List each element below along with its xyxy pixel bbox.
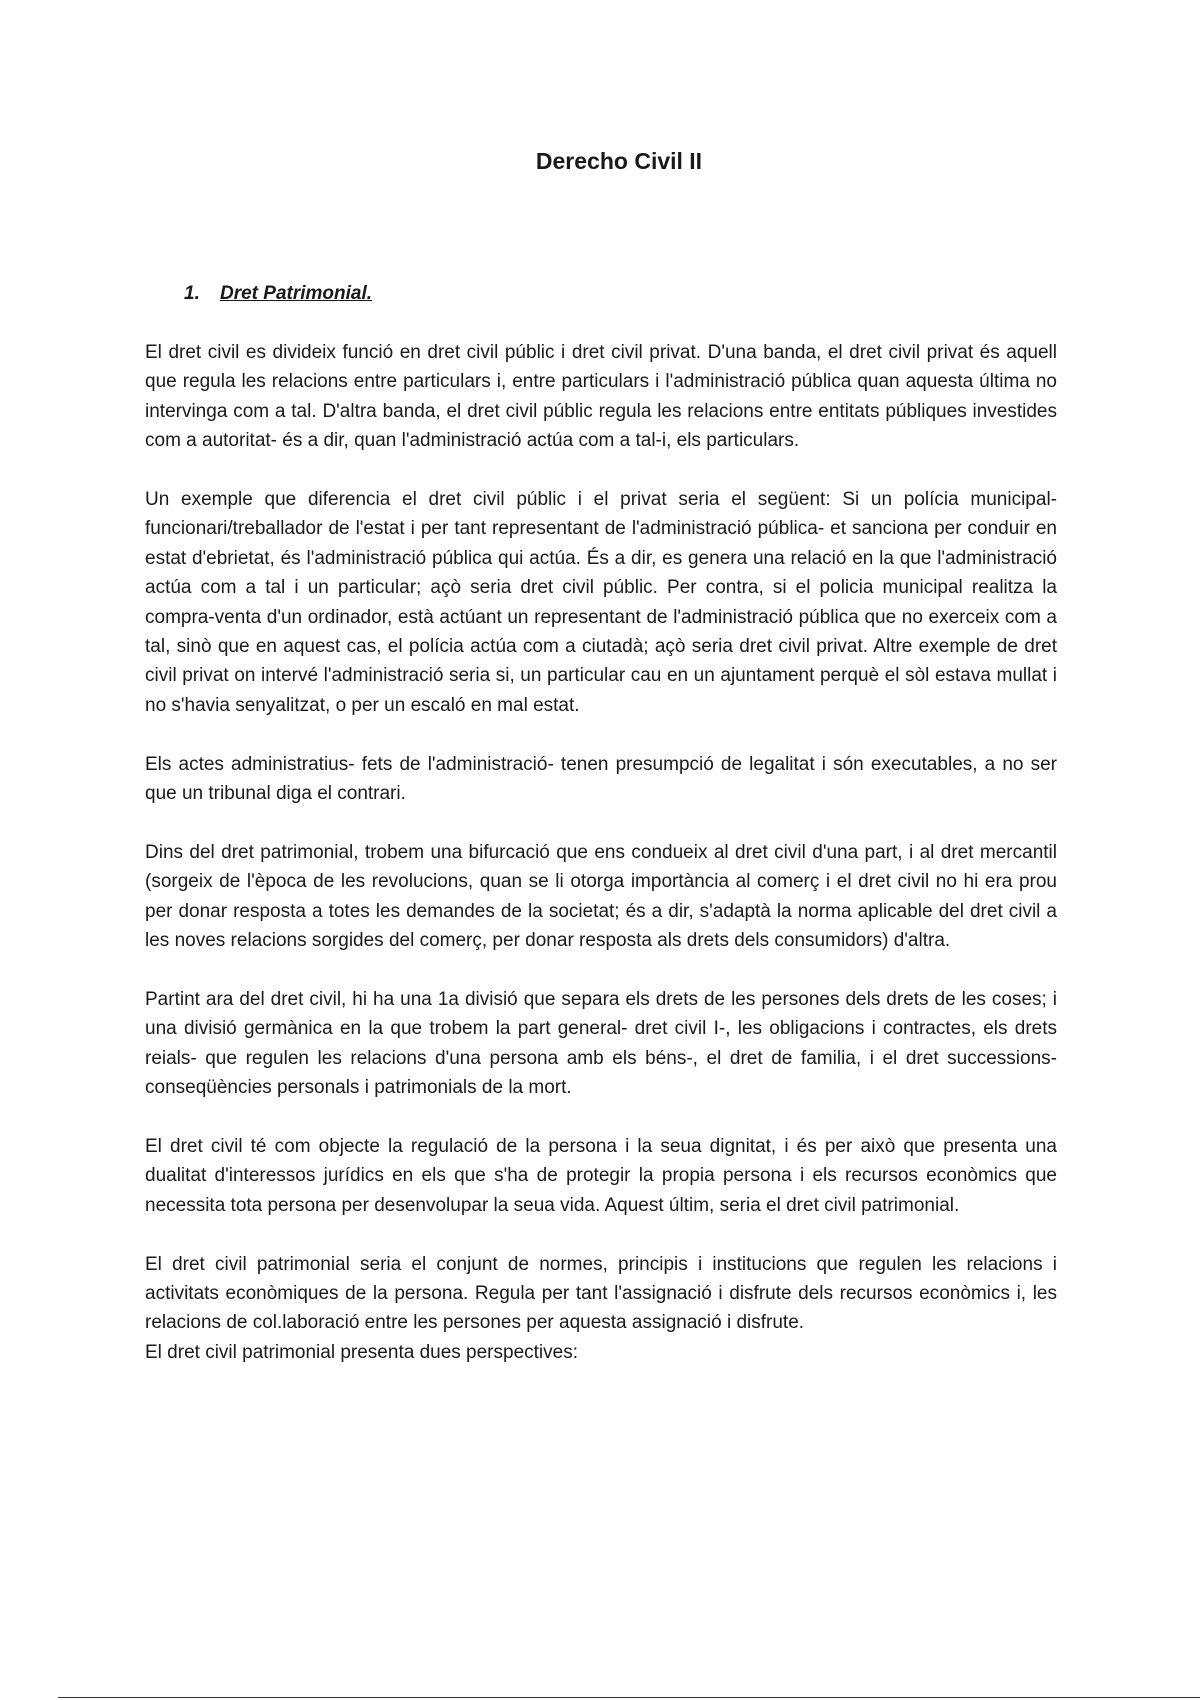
section-title: Dret Patrimonial. <box>220 283 373 304</box>
document-body <box>145 338 1057 1367</box>
paragraph: El dret civil es divideix funció en dret civil públic i dret civil privat. D'una banda, el dret civil privat és aquell que regula les relacions entre particulars i, entre particulars i l'administració pública quan aquesta última no intervinga com a tal. D'altra banda, el dret civil públic regula les relacions entre entitats públiques investides com a autoritat- és a dir, quan l'administració actúa com a tal-i, els particulars. <box>145 342 1057 452</box>
paragraph: El dret civil patrimonial presenta dues perspectives: <box>145 1341 578 1363</box>
paragraph: Dins del dret patrimonial, trobem una bifurcació que ens condueix al dret civil d'una part, i al dret mercantil (sorgeix de l'època de les revolucions, quan se li otorga importància al comerç i el dret civil no hi era prou per donar resposta a totes les demandes de la societat; és a dir, s'adaptà la norma aplicable del dret civil a les noves relacions sorgides del comerç, per donar resposta als drets dels consumidors) d'altra. <box>145 841 1057 952</box>
paragraph: Partint ara del dret civil, hi ha una 1a divisió que separa els drets de les persones dels drets de les coses; i una divisió germànica en la que trobem la part general- dret civil I-, les obligacions i contractes, els drets reials- que regulen les relacions d'una persona amb els béns-, el dret de familia, i el dret successions- conseqüències personals i patrimonials de la mort. <box>145 988 1057 1099</box>
paragraph: El dret civil patrimonial seria el conjunt de normes, principis i institucions que regulen les relacions i activitats econòmiques de la persona. Regula per tant l'assignació i disfrute dels recursos econòmics i, les relacions de col.laboració entre les persones per aquesta assignació i disfrute. <box>145 1253 1057 1334</box>
document-title: Derecho Civil II <box>535 148 703 174</box>
paragraph: Els actes administratius- fets de l'administració- tenen presumpció de legalitat i són executables, a no ser que un tribunal diga el contrari. <box>145 753 1057 805</box>
section-number: 1. <box>184 283 200 304</box>
paragraph: El dret civil té com objecte la regulació de la persona i la seua dignitat, i és per això que presenta una dualitat d'interessos jurídics en els que s'ha de protegir la propia persona i els recursos econòmics que necessita tota persona per desenvolupar la seua vida. Aquest últim, seria el dret civil patrimonial. <box>145 1135 1057 1216</box>
section-heading <box>184 282 372 306</box>
page-bottom-rule <box>58 1697 1200 1698</box>
paragraph: Un exemple que diferencia el dret civil públic i el privat seria el següent: Si un polícia municipal- funcionari/treballador de l'estat i per tant representant de l'administració pública- et sanciona per conduir en estat d'ebrietat, és l'administració pública qui actúa. És a dir, es genera una relació en la que l'administració actúa com a tal i un particular; açò seria dret civil públic. Per contra, si el policia municipal realitza la compra-venta d'un ordinador, està actúant un representant de l'administració pública que no exerceix com a tal, sinò que en aquest cas, el polícia actúa com a ciutadà; açò seria dret civil privat. Altre exemple de dret civil privat on intervé l'administració seria si, un particular cau en un ajuntament perquè el sòl estava mullat i no s'havia senyalitzat, o per un escaló en mal estat. <box>145 489 1057 716</box>
